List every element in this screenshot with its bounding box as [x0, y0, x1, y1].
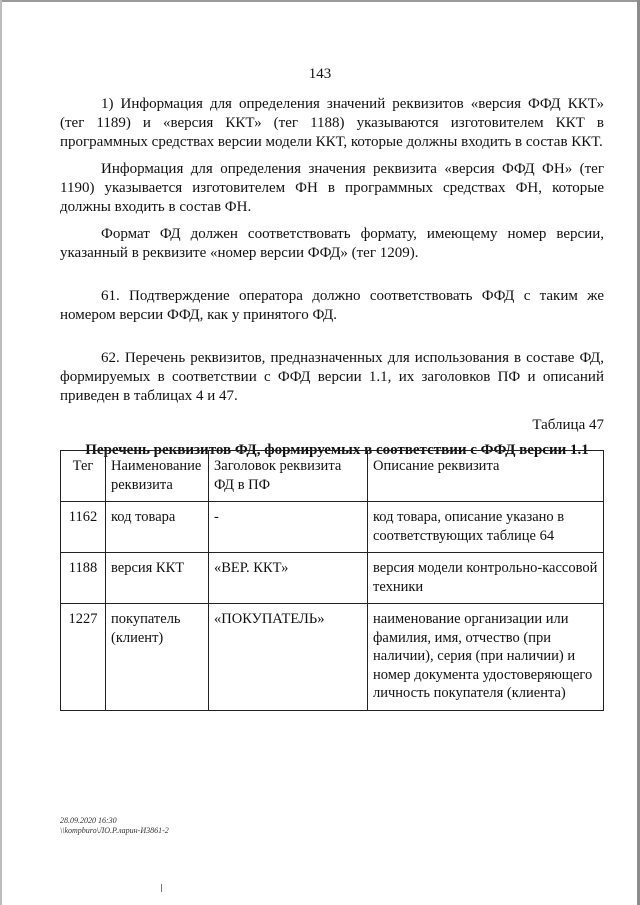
- scan-mark: [161, 884, 162, 892]
- paragraph-61: 61. Подтверждение оператора должно соответствовать ФФД с таким же номером версии ФФД, как у принятого ФД.: [60, 288, 604, 323]
- cell-pf-title: -: [209, 502, 368, 553]
- cell-name: версия ККТ: [106, 553, 209, 604]
- footer-timestamp: 28.09.2020 16:30: [60, 816, 117, 825]
- cell-tag: 1162: [61, 502, 106, 553]
- paragraph-62: 62. Перечень реквизитов, предназначенных для использования в составе ФД, формируемых в соответствии с ФФД версии 1.1, их заголовков ПФ и описаний приведен в таблицах 4 и 47.: [60, 350, 604, 404]
- requisites-table: [60, 450, 604, 711]
- cell-tag: 1227: [61, 604, 106, 711]
- cell-pf-title: «ПОКУПАТЕЛЬ»: [209, 604, 368, 711]
- table-row: [61, 553, 604, 604]
- cell-name: код товара: [106, 502, 209, 553]
- table-row: [61, 502, 604, 553]
- table-row: [61, 604, 604, 711]
- footer-file-path: \\kompburo\ЛО.Р.ларин-И3861-2: [60, 826, 169, 835]
- table-title: Перечень реквизитов ФД, формируемых в соответствии с ФФД версии 1.1: [85, 442, 589, 458]
- cell-name: покупатель (клиент): [106, 604, 209, 711]
- cell-description: наименование организации или фамилия, имя, отчество (при наличии), серия (при наличии) и номер документа удостоверяющего личность покупателя (клиента): [368, 604, 604, 711]
- paragraph-3: Формат ФД должен соответствовать формату, имеющему номер версии, указанный в реквизите «номер версии ФФД» (тег 1209).: [60, 226, 604, 261]
- page-border-left: [0, 0, 2, 905]
- table-caption: Таблица 47: [532, 417, 604, 433]
- paragraph-1: 1) Информация для определения значений реквизитов «версия ФФД ККТ» (тег 1189) и «версия ККТ» (тег 1188) указываются изготовителем ККТ в программных средствах версии модели ККТ, которые должны входить в состав ККТ.: [60, 96, 604, 150]
- header-name: Наименование реквизита: [106, 451, 209, 502]
- cell-description: версия модели контрольно-кассовой техники: [368, 553, 604, 604]
- cell-tag: 1188: [61, 553, 106, 604]
- footer-stamp: [60, 816, 169, 836]
- paragraph-2: Информация для определения значения реквизита «версия ФФД ФН» (тег 1190) указывается изготовителем ФН в программных средствах ФН, которые должны входить в состав ФН.: [60, 161, 604, 215]
- page-border-top: [0, 0, 640, 2]
- page-number: 143: [308, 66, 332, 82]
- cell-pf-title: «ВЕР. ККТ»: [209, 553, 368, 604]
- header-tag: Тег: [61, 451, 106, 502]
- header-description: Описание реквизита: [368, 451, 604, 502]
- table-header-row: [61, 451, 604, 502]
- header-pf-title: Заголовок реквизита ФД в ПФ: [209, 451, 368, 502]
- cell-description: код товара, описание указано в соответствующих таблице 64: [368, 502, 604, 553]
- document-body: [60, 95, 604, 460]
